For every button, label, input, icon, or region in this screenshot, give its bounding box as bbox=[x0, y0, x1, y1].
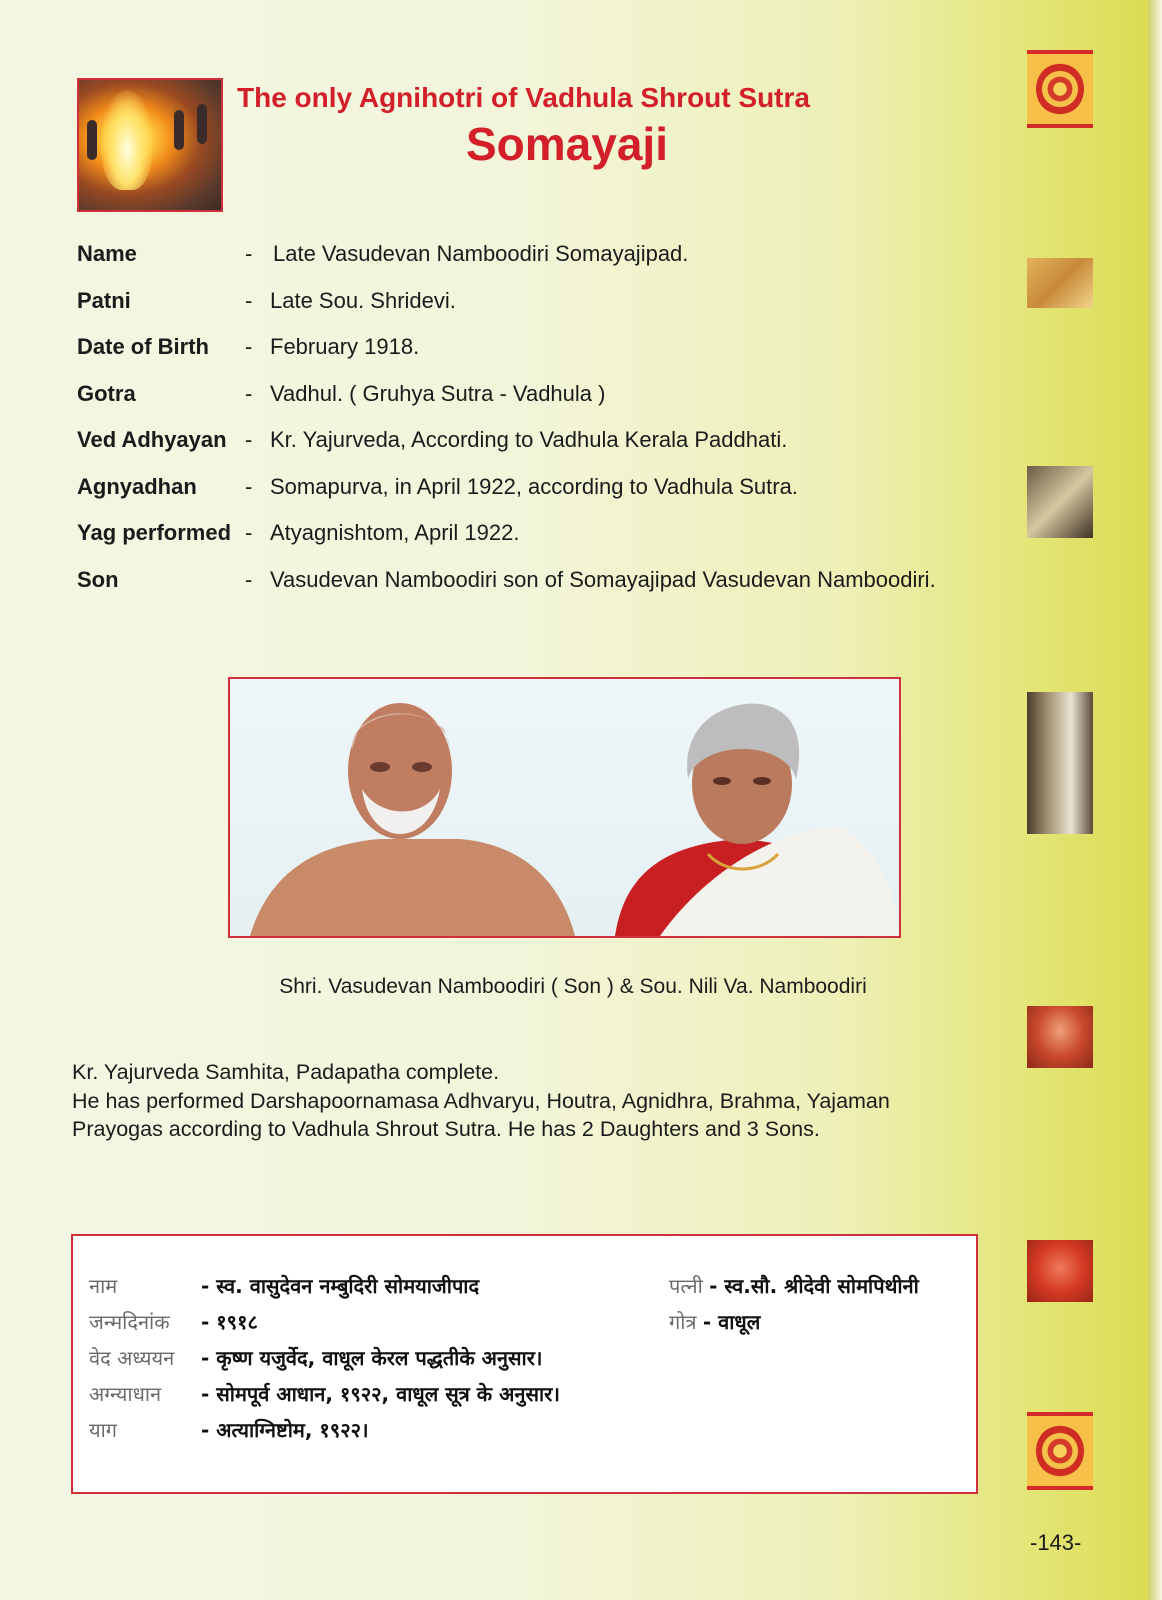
hindi-value: - अत्याग्निष्टोम, १९२२। bbox=[201, 1418, 369, 1442]
paragraph-line: He has performed Darshapoornamasa Adhvaryu, Houtra, Agnidhra, Brahma, Yajaman bbox=[72, 1088, 890, 1113]
page-subtitle: Somayaji bbox=[466, 118, 668, 170]
ritual-items-icon bbox=[1027, 258, 1093, 308]
detail-label: Name bbox=[77, 241, 137, 266]
detail-value: Atyagnishtom, April 1922. bbox=[270, 520, 520, 545]
detail-value: Kr. Yajurveda, According to Vadhula Kerala Paddhati. bbox=[270, 427, 788, 452]
portrait-photo bbox=[228, 677, 901, 938]
ritual-implements-icon bbox=[1027, 692, 1093, 834]
detail-separator: - bbox=[245, 473, 253, 499]
hindi-name-value-row bbox=[201, 1272, 479, 1299]
page-title: The only Agnihotri of Vadhula Shrout Sutra bbox=[237, 82, 810, 113]
hindi-label: पत्नी bbox=[669, 1274, 703, 1298]
detail-value: Somapurva, in April 1922, according to Vadhula Sutra. bbox=[270, 473, 798, 499]
priest-figure bbox=[87, 120, 97, 160]
hindi-value: - वाधूल bbox=[702, 1310, 761, 1334]
hindi-birth-value-row bbox=[201, 1308, 258, 1335]
detail-value: Late Vasudevan Namboodiri Somayajipad. bbox=[273, 241, 689, 266]
hindi-agny-value-row bbox=[201, 1380, 560, 1407]
paragraph-line: Kr. Yajurveda Samhita, Padapatha complete. bbox=[72, 1060, 500, 1084]
detail-separator: - bbox=[245, 427, 253, 452]
priest-figure bbox=[197, 104, 207, 144]
hindi-yag-row bbox=[89, 1416, 117, 1443]
priest-figure bbox=[174, 110, 184, 150]
hindi-value: - स्व. वासुदेवन नम्बुदिरी सोमयाजीपाद bbox=[201, 1274, 480, 1298]
detail-value: Vadhul. ( Gruhya Sutra - Vadhula ) bbox=[270, 380, 606, 406]
yagna-fire-photo bbox=[77, 78, 223, 212]
fire-flame bbox=[101, 90, 153, 190]
hindi-birth-row bbox=[89, 1308, 170, 1335]
hindi-agny-row bbox=[89, 1380, 161, 1407]
hindi-label: अग्न्याधान bbox=[89, 1382, 162, 1406]
detail-separator: - bbox=[245, 380, 253, 406]
detail-label: Yag performed bbox=[77, 520, 232, 545]
page-edge bbox=[1148, 0, 1162, 1600]
biography-paragraph bbox=[72, 1058, 992, 1144]
hindi-label: नाम bbox=[89, 1274, 118, 1298]
detail-value: Vasudevan Namboodiri son of Somayajipad Vasudevan Namboodiri. bbox=[270, 566, 936, 592]
detail-row bbox=[77, 425, 1017, 472]
detail-row bbox=[77, 332, 1017, 379]
clay-pot-icon bbox=[1027, 1006, 1093, 1068]
detail-row bbox=[77, 565, 1017, 612]
hindi-ved-value-row bbox=[201, 1344, 543, 1371]
detail-label: Agnyadhan bbox=[77, 473, 197, 499]
portrait-illustration bbox=[230, 679, 899, 936]
hindi-label: गोत्र bbox=[669, 1310, 697, 1334]
detail-label: Date of Birth bbox=[77, 334, 209, 359]
detail-label: Son bbox=[77, 566, 119, 592]
hindi-label: वेद अध्ययन bbox=[89, 1346, 175, 1370]
hindi-patni-row bbox=[669, 1272, 919, 1299]
detail-separator: - bbox=[245, 566, 253, 592]
hindi-value: - सोमपूर्व आधान, १९२२, वाधूल सूत्र के अनुसार। bbox=[201, 1382, 560, 1406]
hindi-value: - १९१८ bbox=[201, 1310, 258, 1334]
detail-value: February 1918. bbox=[270, 334, 420, 359]
details-list bbox=[77, 239, 1017, 611]
detail-separator: - bbox=[245, 334, 253, 359]
detail-label: Patni bbox=[77, 287, 131, 313]
photo-caption bbox=[0, 975, 1162, 999]
page-number: -143- bbox=[1030, 1530, 1082, 1555]
paragraph-line: Prayogas according to Vadhula Shrout Sutra. He has 2 Daughters and 3 Sons. bbox=[72, 1117, 820, 1141]
ritual-ladle-icon bbox=[1027, 466, 1093, 538]
detail-value: Late Sou. Shridevi. bbox=[270, 287, 456, 313]
mandala-icon bbox=[1027, 1412, 1093, 1490]
detail-row bbox=[77, 379, 1017, 426]
hindi-label: याग bbox=[89, 1418, 118, 1442]
hindi-details-box bbox=[71, 1234, 978, 1494]
hindi-name-row bbox=[89, 1272, 117, 1299]
detail-separator: - bbox=[245, 241, 253, 266]
fire-pot-icon bbox=[1027, 1240, 1093, 1302]
detail-label: Ved Adhyayan bbox=[77, 427, 227, 452]
detail-separator: - bbox=[245, 520, 253, 545]
hindi-label: जन्मदिनांक bbox=[89, 1310, 170, 1334]
detail-row bbox=[77, 239, 1017, 286]
mandala-icon bbox=[1027, 50, 1093, 128]
hindi-value: - कृष्ण यजुर्वेद, वाधूल केरल पद्धतीके अनुसार। bbox=[201, 1346, 543, 1370]
detail-row bbox=[77, 286, 1017, 333]
photo-caption-text: Shri. Vasudevan Namboodiri ( Son ) & Sou. Nili Va. Namboodiri bbox=[279, 975, 867, 998]
detail-label: Gotra bbox=[77, 380, 136, 406]
detail-row bbox=[77, 518, 1017, 565]
hindi-yag-value-row bbox=[201, 1416, 369, 1443]
detail-separator: - bbox=[245, 287, 253, 313]
hindi-ved-row bbox=[89, 1344, 174, 1371]
hindi-value: - स्व.सौ. श्रीदेवी सोमपिथीनी bbox=[709, 1274, 919, 1298]
detail-row bbox=[77, 472, 1017, 519]
hindi-gotra-row bbox=[669, 1308, 760, 1335]
